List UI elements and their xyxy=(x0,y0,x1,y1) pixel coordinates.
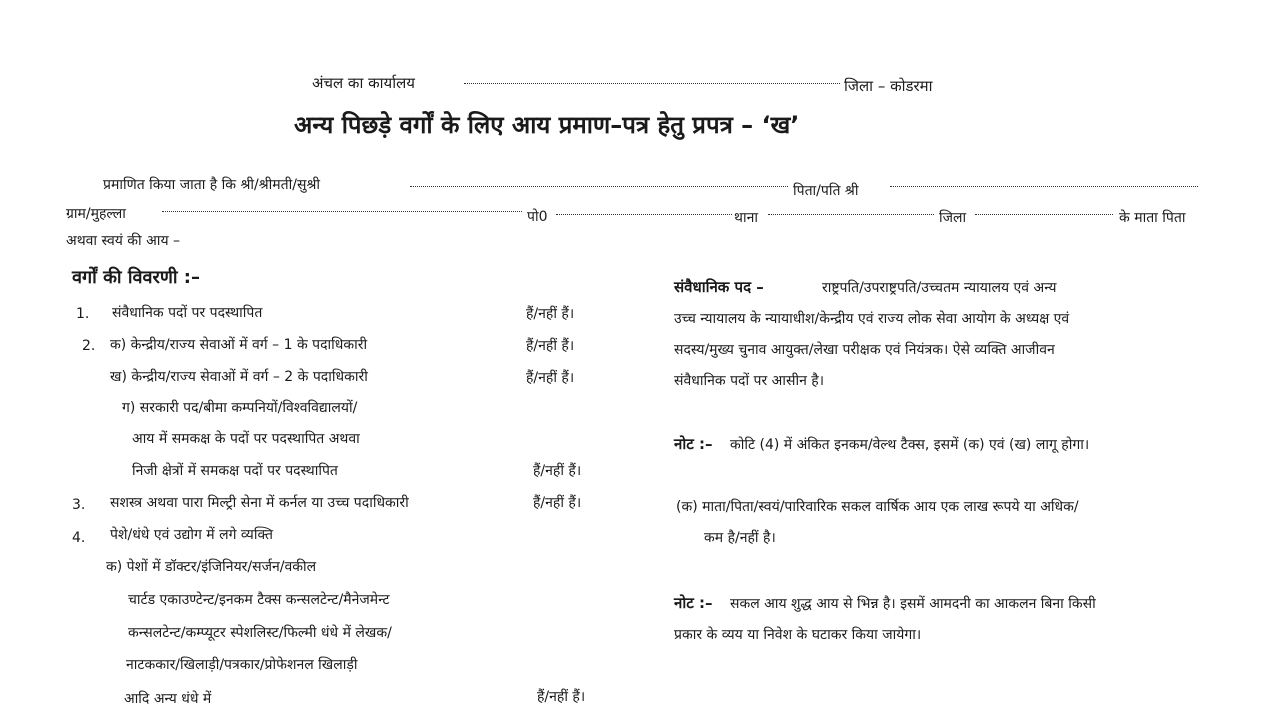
note-text: कोटि (4) में अंकित इनकम/वेल्थ टैक्स, इसमें (क) एवं (ख) लागू होगा। xyxy=(730,437,1090,453)
item-number: 4. xyxy=(72,530,86,546)
list-item: सशस्त्र अथवा पारा मिल्ट्री सेना में कर्नल या उच्च पदाधिकारी xyxy=(110,495,409,511)
note-label: नोट :– xyxy=(674,594,713,612)
parents-label: के माता पिता xyxy=(1119,210,1186,226)
father-blank xyxy=(890,186,1198,187)
list-item: आदि अन्य धंधे में xyxy=(124,691,212,707)
district-label: जिला – कोडरमा xyxy=(844,77,933,95)
income-label: अथवा स्वयं की आय – xyxy=(66,233,181,249)
list-item: क) पेशों में डॉक्टर/इंजिनियर/सर्जन/वकील xyxy=(106,559,317,575)
thana-blank xyxy=(768,214,934,215)
constitutional-line: उच्च न्यायालय के न्यायाधीश/केन्द्रीय एवं राज्य लोक सेवा आयोग के अध्यक्ष एवं xyxy=(674,311,1070,327)
constitutional-label: संवैधानिक पद – xyxy=(674,278,764,296)
list-item: निजी क्षेत्रों में समकक्ष पदों पर पदस्थापित xyxy=(132,463,338,479)
item-number: 1. xyxy=(76,306,90,322)
note-text: सकल आय शुद्ध आय से भिन्न है। इसमें आमदनी का आकलन बिना किसी xyxy=(730,596,1096,612)
name-blank xyxy=(410,186,788,187)
item-number: 2. xyxy=(82,338,96,354)
list-item: नाटककार/खिलाड़ी/पत्रकार/प्रोफेशनल खिलाड़ी xyxy=(126,657,358,673)
status-text: हैं/नहीं हैं। xyxy=(537,689,586,705)
categories-heading: वर्गों की विवरणी :– xyxy=(72,267,201,288)
village-blank xyxy=(162,211,522,212)
note-label: नोट :– xyxy=(674,435,713,453)
list-item: पेशे/धंधे एवं उद्योग में लगे व्यक्ति xyxy=(110,527,273,543)
status-text: हैं/नहीं हैं। xyxy=(526,306,575,322)
office-blank xyxy=(464,83,840,84)
note-text: प्रकार के व्यय या निवेश के घटाकर किया जायेगा। xyxy=(674,627,922,643)
status-text: हैं/नहीं हैं। xyxy=(533,463,582,479)
thana-label: थाना xyxy=(734,210,758,226)
list-item: संवैधानिक पदों पर पदस्थापित xyxy=(112,305,263,321)
clause-text: कम है/नहीं है। xyxy=(704,530,776,546)
po-label: पो0 xyxy=(527,209,548,225)
status-text: हैं/नहीं हैं। xyxy=(526,370,575,386)
list-item: ग) सरकारी पद/बीमा कम्पनियों/विश्वविद्यालयों/ xyxy=(122,400,358,416)
certify-text: प्रमाणित किया जाता है कि श्री/श्रीमती/सुश्री xyxy=(103,177,320,193)
item-number: 3. xyxy=(72,497,86,513)
constitutional-line: सदस्य/मुख्य चुनाव आयुक्त/लेखा परीक्षक एवं नियंत्रक। ऐसे व्यक्ति आजीवन xyxy=(674,342,1055,358)
po-blank xyxy=(556,214,732,215)
constitutional-line: राष्ट्रपति/उपराष्ट्रपति/उच्चतम न्यायालय एवं अन्य xyxy=(822,280,1057,296)
form-title: अन्य पिछड़े वर्गों के लिए आय प्रमाण–पत्र हेतु प्रपत्र – ‘ख’ xyxy=(294,111,800,139)
status-text: हैं/नहीं हैं। xyxy=(533,495,582,511)
list-item: कन्सलटेन्ट/कम्प्यूटर स्पेशलिस्ट/फिल्मी धंधे में लेखक/ xyxy=(128,625,392,641)
status-text: हैं/नहीं हैं। xyxy=(526,338,575,354)
father-label: पिता/पति श्री xyxy=(793,183,859,199)
office-label: अंचल का कार्यालय xyxy=(312,74,415,92)
list-item: क) केन्द्रीय/राज्य सेवाओं में वर्ग – 1 के पदाधिकारी xyxy=(110,337,368,353)
constitutional-line: संवैधानिक पदों पर आसीन है। xyxy=(674,373,825,389)
list-item: आय में समकक्ष के पदों पर पदस्थापित अथवा xyxy=(132,431,360,447)
village-label: ग्राम/मुहल्ला xyxy=(66,206,126,222)
zila-blank xyxy=(975,214,1113,215)
list-item: चार्टड एकाउण्टेन्ट/इनकम टैक्स कन्सलटेन्ट/मैनेजमेन्ट xyxy=(128,592,390,608)
clause-text: (क) माता/पिता/स्वयं/पारिवारिक सकल वार्षिक आय एक लाख रूपये या अधिक/ xyxy=(676,499,1079,515)
zila-label: जिला xyxy=(939,210,967,226)
list-item: ख) केन्द्रीय/राज्य सेवाओं में वर्ग – 2 के पदाधिकारी xyxy=(110,369,368,385)
